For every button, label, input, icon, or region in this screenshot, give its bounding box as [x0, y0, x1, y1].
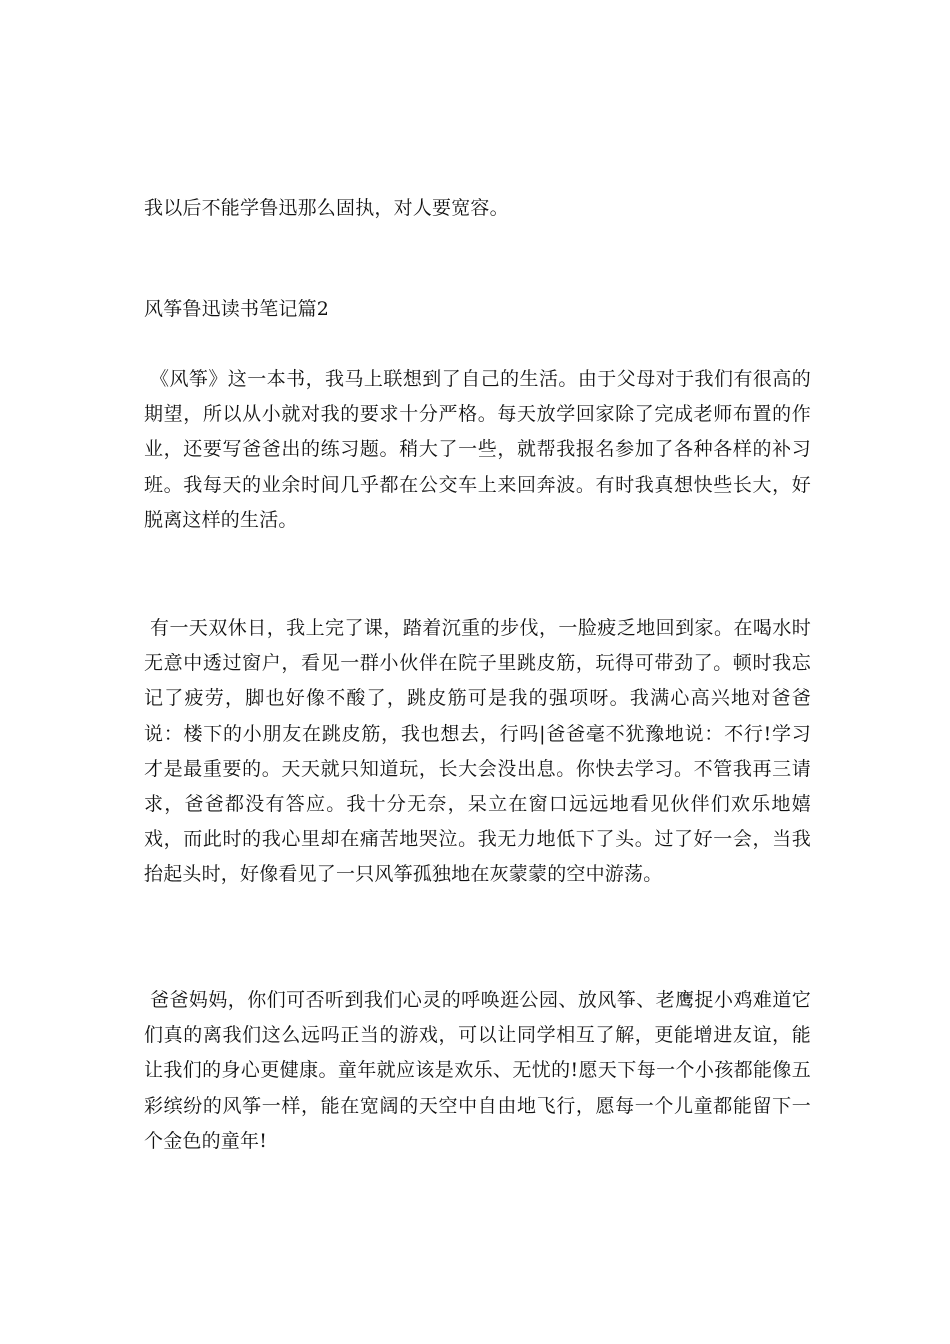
- paragraph-2: 有一天双休日，我上完了课，踏着沉重的步伐，一脸疲乏地回到家。在喝水时无意中透过窗户，看见一群小伙伴在院子里跳皮筋，玩得可带劲了。顿时我忘记了疲劳，脚也好像不酸了，跳皮筋可是我的强项呀。我满心高兴地对爸爸说：楼下的小朋友在跳皮筋，我也想去，行吗|爸爸毫不犹豫地说：不行!学习才是最重要的。天天就只知道玩，长大会没出息。你快去学习。不管我再三请求，爸爸都没有答应。我十分无奈，呆立在窗口远远地看见伙伴们欢乐地嬉戏，而此时的我心里却在痛苦地哭泣。我无力地低下了头。过了好一会，当我抬起头时，好像看见了一只风筝孤独地在灰蒙蒙的空中游荡。: [144, 617, 811, 886]
- paragraph-1: 《风筝》这一本书，我马上联想到了自己的生活。由于父母对于我们有很高的期望，所以从小就对我的要求十分严格。每天放学回家除了完成老师布置的作业，还要写爸爸出的练习题。稍大了一些，就帮我报名参加了各种各样的补习班。我每天的业余时间几乎都在公交车上来回奔波。有时我真想快些长大，好脱离这样的生活。: [144, 368, 811, 531]
- text-line: 我以后不能学鲁迅那么固执，对人要宽容。: [144, 197, 509, 219]
- paragraph-3: 爸爸妈妈，你们可否听到我们心灵的呼唤逛公园、放风筝、老鹰捉小鸡难道它们真的离我们这么远吗正当的游戏，可以让同学相互了解，更能增进友谊，能让我们的身心更健康。童年就应该是欢乐、无忧的!愿天下每一个小孩都能像五彩缤纷的风筝一样，能在宽阔的天空中自由地飞行，愿每一个儿童都能留下一个金色的童年!: [144, 989, 811, 1152]
- section-heading: 风筝鲁迅读书笔记篇2: [144, 298, 330, 320]
